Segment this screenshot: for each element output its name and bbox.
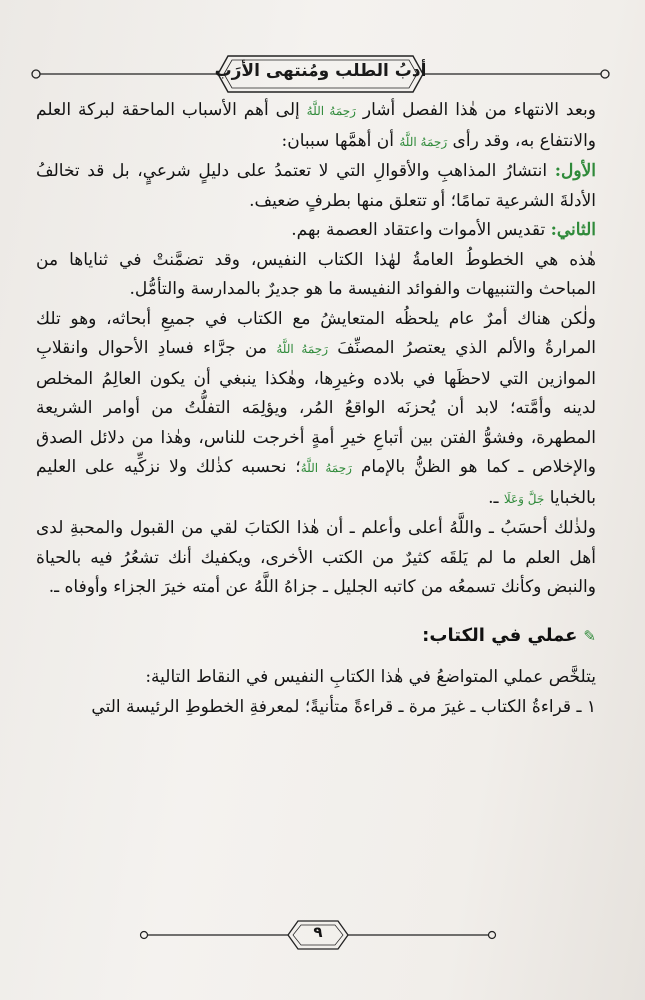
main-text <box>36 96 596 722</box>
paragraph-work-intro: يتلخَّص عملي المتواضعُ في هٰذا الكتابِ النفيس في النقاط التالية: <box>145 667 596 687</box>
header-title: أدبُ الطلب ومُنتهى الأرَب <box>214 61 427 81</box>
paragraph-acceptance: ولذٰلك أحسَبُ ـ واللَّهُ أعلى وأعلم ـ أن هٰذا الكتابَ لقي من القبول والمحبةِ لدى أهل العلم ما لم يَلقَه كثيرٌ من الكتب الأخرى، ويكفيك أنك تشعُرُ فيه بالحياة والنبض وكأنك تسمعُه من كاتبه الجليل ـ جزاهُ اللَّهُ عن أمته خيرَ الجزاء وأوفاه ـ. <box>36 518 596 597</box>
page-number: ٩ <box>313 923 323 941</box>
honorific: رَحِمَهُ اللَّهُ <box>276 342 328 356</box>
honorific: رَحِمَهُ اللَّهُ <box>300 461 352 475</box>
honorific: رَحِمَهُ اللَّهُ <box>306 104 356 118</box>
running-header <box>28 44 613 104</box>
pen-icon: ✎ <box>583 626 596 645</box>
honorific: رَحِمَهُ اللَّهُ <box>399 134 448 149</box>
label-second: الثاني: <box>550 220 596 240</box>
paragraph-author-concern: ولٰكن هناك أمرٌ عام يلحظُه المتعايشُ مع الكتاب في جميعِ أبحاثه، وهو تلك المرارةُ والألم الذي يعتصرُ المصنِّفَ رَحِمَهُ اللَّهُ من جرَّاء فسادِ الأحوال وانقلابِ الموازين التي لاحظَها في بلاده وغيرِها، وهٰكذا ينبغي أن يكون العالِمُ المخلص لدينه وأمَّته؛ لابد أن يُحزنَه الواقعُ المُر، ويؤلِمَه التفلُّتُ من أوامر الشريعة المطهرة، وفشوُّ الفتن بين أتباعِ خيرِ أمةٍ أخرجت للناس، وهٰذا من دلائل الصدق والإخلاص ـ كما هو الظنُّ بالإمام رَحِمَهُ اللَّهُ؛ نحسبه كذٰلك ولا نزكِّيه على العليم بالخبايا جَلَّ وَعَلَا ـ. <box>36 308 597 508</box>
paragraph-second-reason: الثاني: تقديس الأموات واعتقاد العصمة بهم. <box>291 220 596 240</box>
label-first: الأول: <box>554 161 596 181</box>
paragraph-first-reason: الأول: انتشارُ المذاهبِ والأقوالِ التي لا تعتمدُ على دليلٍ شرعيٍ، بل قد تخالفُ الأدلةَ الشرعية تمامًا؛ أو تتعلق منها بطرفٍ ضعيف. <box>36 161 596 211</box>
section-heading: ✎عملي في الكتاب: <box>36 621 596 652</box>
paragraph-summary: هٰذه هي الخطوطُ العامةُ لهٰذا الكتاب النفيس، وقد تضمَّنتْ في ثناياها من المباحث والتنبيهات والفوائد النفيسة ما هو جديرٌ بالمدارسة والتأمُّل. <box>36 249 596 299</box>
list-item-1: ١ ـ قراءةُ الكتاب ـ غيرَ مرة ـ قراءةً متأنيةً؛ لمعرفةِ الخطوطِ الرئيسة التي <box>91 696 596 717</box>
honorific: جَلَّ وَعَلَا <box>503 491 545 506</box>
page-footer <box>138 915 498 955</box>
paragraph-intro: وبعد الانتهاء من هٰذا الفصل أشار رَحِمَهُ اللَّهُ إلى أهم الأسباب الماحقة لبركة العلم والانتفاع به، وقد رأى رَحِمَهُ اللَّهُ أن أهمَّها سببان: <box>36 100 596 151</box>
